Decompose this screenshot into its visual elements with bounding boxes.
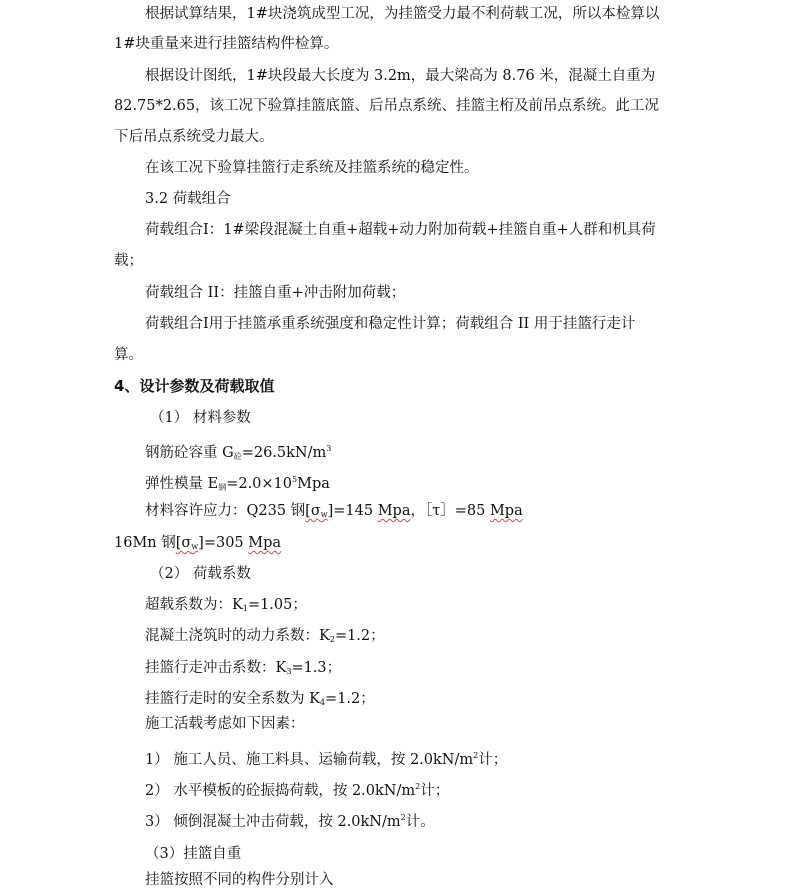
coef-k2: 混凝土浇筑时的动力系数：$K_2=1.2$； [145, 628, 385, 644]
spell-flag: [$\sigma_w$ [175, 535, 199, 551]
param-text: 弹性模量 E [145, 476, 219, 492]
subsection-heading: （2） 荷载系数 [150, 566, 251, 582]
param-modulus [145, 470, 330, 498]
subsection-heading: （3）挂篮自重 [145, 846, 242, 862]
param-text: =26.5kN/m [241, 445, 327, 461]
spell-flag: Mpa [489, 503, 523, 519]
spell-flag: Mpa [248, 535, 282, 551]
param-superscript: 3 [326, 444, 332, 453]
param-subscript: 钢 [218, 483, 227, 492]
param-allowable-stress [145, 501, 523, 525]
param-text: 材料容许应力：Q235 钢 [145, 503, 306, 519]
param-text: ]=305 [198, 535, 249, 551]
spell-flag: Mpa [377, 503, 411, 519]
list-item: 3） 倾倒混凝土冲击荷载，按 $2.0kN/m^2$计。 [145, 813, 435, 830]
text-line: 根据试算结果，1#块浇筑成型工况，为挂篮受力最不利荷载工况，所以本检算以 [145, 6, 660, 22]
text-line: 荷载组合Ⅰ用于挂篮承重系统强度和稳定性计算；荷载组合 II 用于挂篮行走计 [145, 316, 636, 332]
section-heading: 4、设计参数及荷载取值 [114, 377, 275, 395]
spell-flag: [$\sigma_w$ [305, 503, 328, 519]
coef-k1: 超载系数为：$K_1=1.05$； [145, 597, 307, 613]
coef-k3: 挂篮行走冲击系数：$K_3=1.3$； [145, 660, 342, 676]
text-line: 下后吊点系统受力最大。 [114, 129, 274, 145]
text-line: 载； [114, 253, 143, 269]
text-line: 1#块重量来进行挂篮结构件检算。 [114, 36, 339, 52]
param-16mn [114, 533, 281, 557]
param-subscript: 砼 [233, 452, 242, 461]
text-line: 荷载组合Ⅰ：1#梁段混凝土自重+超载+动力附加荷载+挂篮自重+人群和机具荷 [145, 222, 656, 238]
param-text: ]=145 [327, 503, 378, 519]
text-line: 在该工况下验算挂篮行走系统及挂篮系统的稳定性。 [145, 160, 479, 176]
subsection-heading: （1） 材料参数 [150, 410, 251, 426]
text-line: 82.75*2.65，该工况下验算挂篮底篮、后吊点系统、挂篮主桁及前吊点系统。此工况 [114, 98, 660, 114]
param-superscript: 5 [292, 475, 298, 484]
text-line: 根据设计图纸，1#块段最大长度为 3.2m，最大梁高为 8.76 米，混凝土自重为 [145, 68, 656, 84]
param-text: Mpa [297, 476, 330, 492]
text-line: 算。 [114, 347, 143, 363]
list-item: 1） 施工人员、施工料具、运输荷载，按 $2.0kN/m^2$计； [145, 751, 508, 768]
text-line-cut: 挂篮按照不同的构件分别计入 [145, 872, 334, 888]
coef-k4: 挂篮行走时的安全系数为 $K_4=1.2$； [145, 691, 375, 707]
text-line: 荷载组合 II：挂篮自重+冲击附加荷载； [145, 285, 406, 301]
list-item: 2） 水平模板的砼振捣荷载，按 $2.0kN/m^2$计； [145, 782, 450, 799]
param-text: =2.0×10 [226, 476, 293, 492]
text-line: 施工活载考虑如下因素： [145, 716, 305, 732]
section-heading: 3.2 荷载组合 [145, 191, 231, 207]
param-density [145, 439, 331, 467]
param-text: ，［τ］=85 [410, 503, 490, 519]
param-text: 16Mn 钢 [114, 535, 176, 551]
param-text: 钢筋砼容重 G [145, 445, 234, 461]
